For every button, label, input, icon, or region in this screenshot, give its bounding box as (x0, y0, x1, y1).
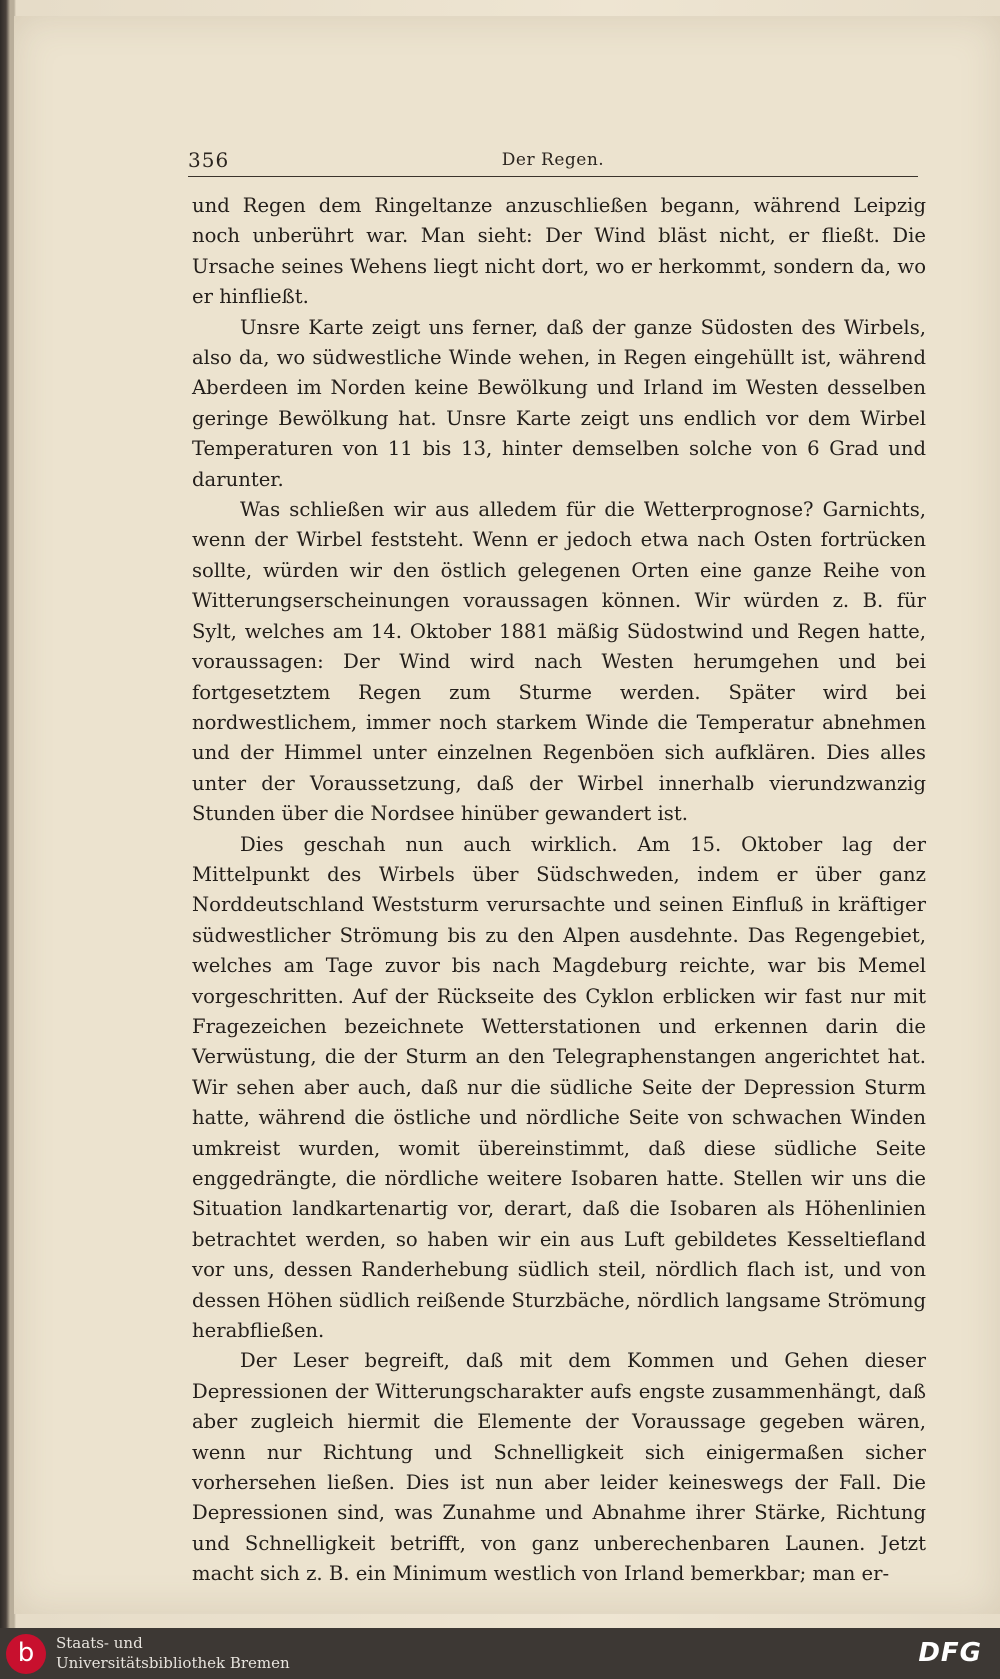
paragraph: Der Leser begreift, daß mit dem Kommen und Gehen dieser Depressionen der Witterungscharakter aufs engste zusammenhängt, daß aber zugleich hiermit die Elemente der Voraussage gegeben wären, wenn nur Richtung und Schnelligkeit sich einigermaßen sicher vorhersehen ließen. Dies ist nun aber leider keineswegs der Fall. Die Depressionen sind, was Zunahme und Abnahme ihrer Stärke, Richtung und Schnelligkeit betrifft, von ganz unberechenbaren Launen. Jetzt macht sich z. B. ein Minimum westlich von Irland bemerkbar; man er- (192, 1349, 926, 1586)
dfg-logo[interactable]: DFG (918, 1638, 982, 1668)
library-logo-icon[interactable] (6, 1634, 46, 1674)
page-header (188, 148, 918, 177)
paragraph: Dies geschah nun auch wirklich. Am 15. Oktober lag der Mittelpunkt des Wirbels über Südschweden, indem er über ganz Norddeutschland Weststurm verursachte und seinen Einfluß in kräftiger südwestlicher Strömung bis zu den Alpen ausdehnte. Das Regengebiet, welches am Tage zuvor bis nach Magdeburg reichte, war bis Memel vorgeschritten. Auf der Rückseite des Cyklon erblicken wir fast nur mit Fragezeichen bezeichnete Wetterstationen und erkennen darin die Verwüstung, die der Sturm an den Telegraphenstangen angerichtet hat. Wir sehen aber auch, daß nur die südliche Seite der Depression Sturm hatte, während die östliche und nördliche Seite von schwachen Winden umkreist wurden, womit übereinstimmt, daß diese südliche Seite enggedrängte, die nördliche weitere Isobaren hatte. Stellen wir uns die Situation landkartenartig vor, derart, daß die Isobaren als Höhenlinien betrachtet werden, so haben wir ein aus Luft gebildetes Kesseltiefland vor uns, dessen Randerhebung südlich steil, nördlich flach ist, und von dessen Höhen südlich reißende Sturzbäche, nördlich langsame Strömung herabfließen. (192, 832, 926, 1343)
paragraph: und Regen dem Ringeltanze anzuschließen begann, während Leipzig noch unberührt war. Man sieht: Der Wind bläst nicht, er fließt. Die Ursache seines Wehens liegt nicht dort, wo er herkommt, sondern da, wo er hinfließt. (192, 194, 926, 309)
library-name-line2: Universitätsbibliothek Bremen (56, 1654, 290, 1672)
footer-bar (0, 1628, 1000, 1679)
library-name-line1: Staats- und (56, 1634, 143, 1652)
paragraph: Unsre Karte zeigt uns ferner, daß der ganze Südosten des Wirbels, also da, wo südwestliche Winde wehen, in Regen eingehüllt ist, während Aberdeen im Norden keine Bewölkung und Irland im Westen desselben geringe Bewölkung hat. Unsre Karte zeigt uns endlich vor dem Wirbel Temperaturen von 11 bis 13, hinter demselben solche von 6 Grad und darunter. (192, 315, 926, 491)
logo-letter: b (17, 1638, 35, 1668)
body-text (192, 191, 926, 1590)
running-title: Der Regen. (501, 150, 605, 170)
page-number: 356 (188, 148, 230, 172)
paragraph: Was schließen wir aus alledem für die Wetterprognose? Garnichts, wenn der Wirbel feststeht. Wenn er jedoch etwa nach Osten fortrücken sollte, würden wir den östlich gelegenen Orten eine ganze Reihe von Witterungserscheinungen voraussagen können. Wir würden z. B. für Sylt, welches am 14. Oktober 1881 mäßig Südostwind und Regen hatte, voraussagen: Der Wind wird nach Westen herumgehen und bei fortgesetztem Regen zum Sturme werden. Später wird bei nordwestlichem, immer noch starkem Winde die Temperatur abnehmen und der Himmel unter einzelnen Regenböen sich aufklären. Dies alles unter der Voraussetzung, daß der Wirbel innerhalb vierundzwanzig Stunden über die Nordsee hinüber gewandert ist. (192, 498, 926, 826)
